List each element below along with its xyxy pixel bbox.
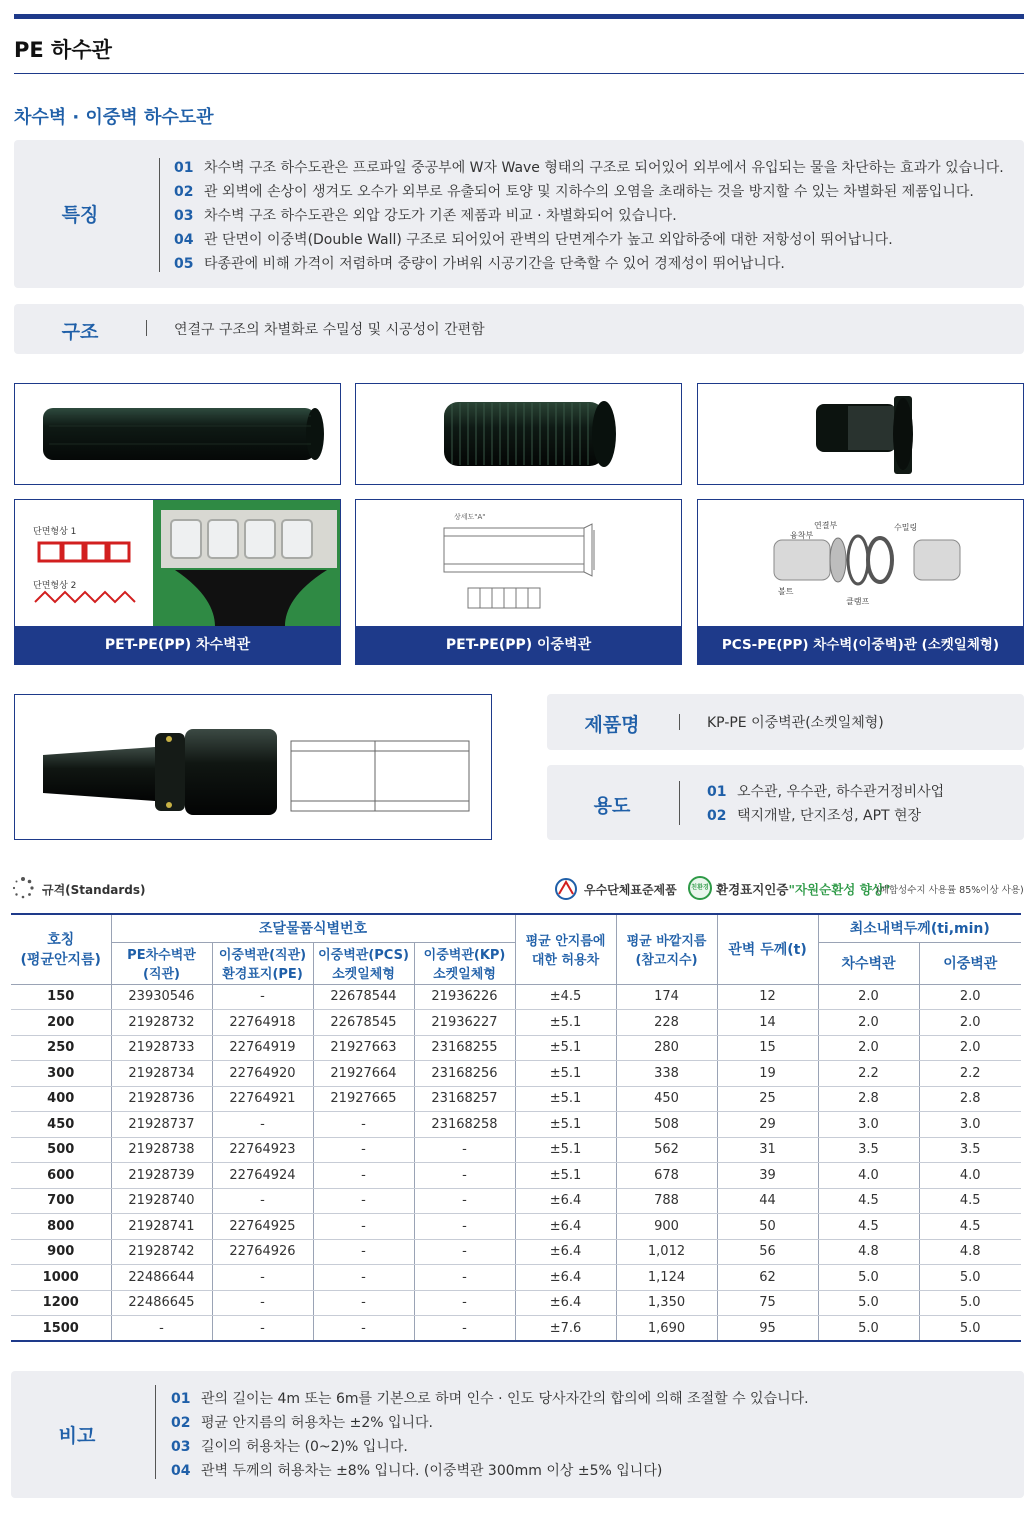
product-name-text: KP-PE 이중벽관(소켓일체형) bbox=[707, 715, 884, 731]
table-cell: 21928737 bbox=[111, 1112, 212, 1138]
table-cell: 2.0 bbox=[919, 984, 1021, 1010]
product-name-panel bbox=[547, 694, 1024, 750]
page-title: PE 하수관 bbox=[14, 38, 112, 62]
top-accent-bar bbox=[14, 14, 1024, 19]
table-cell: 2.0 bbox=[919, 1035, 1021, 1061]
table-row bbox=[11, 1214, 1021, 1240]
remarks-label: 비고 bbox=[58, 1425, 96, 1447]
table-row bbox=[11, 1112, 1021, 1138]
size-cell: 600 bbox=[11, 1163, 111, 1189]
size-cell: 250 bbox=[11, 1035, 111, 1061]
table-cell: 5.0 bbox=[919, 1265, 1021, 1291]
product-photo-2 bbox=[355, 383, 682, 485]
joint-label: 볼트 bbox=[778, 587, 794, 596]
table-cell: - bbox=[313, 1137, 414, 1163]
product-caption-1: PET-PE(PP) 차수벽관 bbox=[14, 626, 341, 665]
table-row bbox=[11, 1137, 1021, 1163]
table-cell: 2.8 bbox=[818, 1086, 919, 1112]
table-cell: 31 bbox=[717, 1137, 818, 1163]
product-photo-1 bbox=[14, 383, 341, 485]
usage-item: 02 택지개발, 단지조성, APT 현장 bbox=[707, 808, 922, 824]
structure-text: 연결구 구조의 차별화로 수밀성 및 시공성이 간편함 bbox=[174, 322, 485, 338]
feature-item: 02 관 외벽에 손상이 생겨도 오수가 외부로 유출되어 토양 및 지하수의 오염을 초래하는 것을 방지할 수 있는 차별화된 제품입니다. bbox=[174, 184, 974, 200]
structure-label: 구조 bbox=[61, 321, 99, 343]
cross-section-1-label: 단면형상 1 bbox=[33, 527, 77, 537]
product-photo-3 bbox=[697, 383, 1024, 485]
table-row bbox=[11, 1035, 1021, 1061]
table-cell: - bbox=[212, 984, 313, 1010]
size-cell: 150 bbox=[11, 984, 111, 1010]
product-caption-3: PCS-PE(PP) 차수벽(이중벽)관 (소켓일체형) bbox=[697, 626, 1024, 665]
table-cell: 678 bbox=[616, 1163, 717, 1189]
remark-item: 03 길이의 허용차는 (0~2)% 입니다. bbox=[171, 1439, 408, 1455]
remark-item: 01 관의 길이는 4m 또는 6m를 기본으로 하며 인수 · 인도 당사자간의 합의에 의해 조절할 수 있습니다. bbox=[171, 1391, 809, 1407]
table-cell: 2.0 bbox=[818, 1010, 919, 1036]
table-cell: - bbox=[212, 1290, 313, 1316]
remark-item: 04 관벽 두께의 허용차는 ±8% 입니다. (이중벽관 300mm 이상 ±5% 입니다) bbox=[171, 1463, 663, 1479]
table-cell: 5.0 bbox=[818, 1290, 919, 1316]
kp-pe-drawing bbox=[15, 695, 492, 840]
table-row bbox=[11, 1265, 1021, 1291]
table-cell: ±6.4 bbox=[515, 1290, 616, 1316]
joint-label: 연결부 bbox=[814, 521, 838, 530]
usage-panel bbox=[547, 765, 1024, 840]
size-cell: 800 bbox=[11, 1214, 111, 1240]
table-cell: 21928740 bbox=[111, 1188, 212, 1214]
table-cell: 23168255 bbox=[414, 1035, 515, 1061]
feature-item: 01 차수벽 구조 하수도관은 프로파일 중공부에 W자 Wave 형태의 구조로 되어있어 외부에서 유입되는 물을 차단하는 효과가 있습니다. bbox=[174, 160, 1004, 176]
table-cell: 3.0 bbox=[818, 1112, 919, 1138]
table-cell: ±5.1 bbox=[515, 1010, 616, 1036]
col-group-procurement-id: 조달물품식별번호 bbox=[111, 914, 515, 942]
table-cell: 21928741 bbox=[111, 1214, 212, 1240]
table-cell: 21927663 bbox=[313, 1035, 414, 1061]
table-cell: 23168257 bbox=[414, 1086, 515, 1112]
table-cell: 22764925 bbox=[212, 1214, 313, 1240]
table-cell: - bbox=[414, 1137, 515, 1163]
table-cell: 22764920 bbox=[212, 1061, 313, 1087]
table-cell: ±6.4 bbox=[515, 1214, 616, 1240]
section-title: 차수벽 · 이중벽 하수도관 bbox=[14, 107, 214, 128]
table-cell: 338 bbox=[616, 1061, 717, 1087]
table-cell: 3.5 bbox=[919, 1137, 1021, 1163]
table-cell: ±5.1 bbox=[515, 1137, 616, 1163]
remarks-divider bbox=[155, 1385, 156, 1479]
table-cell: 22486644 bbox=[111, 1265, 212, 1291]
col-min-watertight: 차수벽관 bbox=[818, 942, 919, 984]
table-cell: 508 bbox=[616, 1112, 717, 1138]
size-cell: 450 bbox=[11, 1112, 111, 1138]
table-cell: ±6.4 bbox=[515, 1188, 616, 1214]
table-cell: 62 bbox=[717, 1265, 818, 1291]
table-cell: 22678545 bbox=[313, 1010, 414, 1036]
feature-item: 04 관 단면이 이중벽(Double Wall) 구조로 되어있어 관벽의 단면계수가 높고 외압하중에 대한 저항성이 뛰어납니다. bbox=[174, 232, 893, 248]
table-cell: 562 bbox=[616, 1137, 717, 1163]
kp-pe-image bbox=[14, 694, 492, 840]
size-cell: 500 bbox=[11, 1137, 111, 1163]
table-cell: - bbox=[414, 1290, 515, 1316]
table-cell: 23168256 bbox=[414, 1061, 515, 1087]
table-cell: 4.5 bbox=[919, 1214, 1021, 1240]
table-cell: - bbox=[313, 1163, 414, 1189]
usage-divider bbox=[679, 781, 680, 825]
table-cell: 39 bbox=[717, 1163, 818, 1189]
table-cell: 22764924 bbox=[212, 1163, 313, 1189]
product-name-divider bbox=[679, 714, 680, 730]
table-cell: 22764919 bbox=[212, 1035, 313, 1061]
table-cell: 4.5 bbox=[919, 1188, 1021, 1214]
table-cell: ±4.5 bbox=[515, 984, 616, 1010]
eco-label-icon: 친환경 bbox=[688, 876, 712, 900]
cross-section-2-label: 단면형상 2 bbox=[33, 581, 77, 591]
table-cell: ±6.4 bbox=[515, 1239, 616, 1265]
size-cell: 1000 bbox=[11, 1265, 111, 1291]
table-cell: 56 bbox=[717, 1239, 818, 1265]
table-cell: - bbox=[414, 1265, 515, 1291]
table-row bbox=[11, 1316, 1021, 1342]
table-cell: 14 bbox=[717, 1010, 818, 1036]
size-cell: 200 bbox=[11, 1010, 111, 1036]
table-cell: 1,012 bbox=[616, 1239, 717, 1265]
table-cell: - bbox=[313, 1316, 414, 1342]
table-cell: 4.5 bbox=[818, 1188, 919, 1214]
table-cell: 2.0 bbox=[818, 1035, 919, 1061]
table-cell: 21928733 bbox=[111, 1035, 212, 1061]
table-cell: ±5.1 bbox=[515, 1163, 616, 1189]
table-cell: 23168258 bbox=[414, 1112, 515, 1138]
table-cell: 12 bbox=[717, 984, 818, 1010]
quality-mark-icon bbox=[553, 876, 579, 902]
size-cell: 300 bbox=[11, 1061, 111, 1087]
table-cell: - bbox=[212, 1188, 313, 1214]
table-cell: 50 bbox=[717, 1214, 818, 1240]
table-row bbox=[11, 1086, 1021, 1112]
table-cell: - bbox=[111, 1316, 212, 1342]
table-cell: 22678544 bbox=[313, 984, 414, 1010]
col-double-wall-kp: 이중벽관(KP) 소켓일체형 bbox=[414, 942, 515, 984]
structure-divider bbox=[146, 320, 147, 336]
table-cell: 2.2 bbox=[818, 1061, 919, 1087]
col-tolerance: 평균 안지름에 대한 허용차 bbox=[515, 914, 616, 984]
title-divider bbox=[14, 73, 1024, 74]
table-cell: 280 bbox=[616, 1035, 717, 1061]
table-cell: - bbox=[313, 1188, 414, 1214]
table-cell: 4.0 bbox=[818, 1163, 919, 1189]
feature-item: 05 타종관에 비해 가격이 저렴하며 중량이 가벼워 시공기간을 단축할 수 있어 경제성이 뛰어납니다. bbox=[174, 256, 785, 272]
table-cell: 5.0 bbox=[818, 1265, 919, 1291]
size-cell: 900 bbox=[11, 1239, 111, 1265]
table-cell: 22486645 bbox=[111, 1290, 212, 1316]
table-row bbox=[11, 1290, 1021, 1316]
table-cell: 4.8 bbox=[919, 1239, 1021, 1265]
table-cell: 95 bbox=[717, 1316, 818, 1342]
table-cell: 4.0 bbox=[919, 1163, 1021, 1189]
col-size: 호칭 (평균안지름) bbox=[11, 914, 111, 984]
table-cell: 25 bbox=[717, 1086, 818, 1112]
table-cell: 228 bbox=[616, 1010, 717, 1036]
size-cell: 400 bbox=[11, 1086, 111, 1112]
table-cell: 21928734 bbox=[111, 1061, 212, 1087]
group-standard-badge: 우수단체표준제품 bbox=[584, 883, 677, 897]
loading-dots-icon bbox=[12, 877, 34, 899]
joint-label: 융착부 bbox=[790, 531, 814, 540]
table-cell: ±5.1 bbox=[515, 1061, 616, 1087]
pipe-photo-2 bbox=[356, 384, 682, 485]
col-double-wall-pcs: 이중벽관(PCS) 소켓일체형 bbox=[313, 942, 414, 984]
table-cell: 2.0 bbox=[919, 1010, 1021, 1036]
pipe-photo-1 bbox=[15, 384, 341, 485]
col-min-double-wall: 이중벽관 bbox=[919, 942, 1021, 984]
product-caption-2: PET-PE(PP) 이중벽관 bbox=[355, 626, 682, 665]
table-cell: - bbox=[212, 1316, 313, 1342]
detail-a-label: 상세도"A" bbox=[454, 513, 486, 521]
col-wall-thickness: 관벽 두께(t) bbox=[717, 914, 818, 984]
table-cell: 3.5 bbox=[818, 1137, 919, 1163]
table-cell: 4.8 bbox=[818, 1239, 919, 1265]
table-cell: 900 bbox=[616, 1214, 717, 1240]
table-cell: 5.0 bbox=[919, 1290, 1021, 1316]
table-cell: ±7.6 bbox=[515, 1316, 616, 1342]
table-cell: 21928739 bbox=[111, 1163, 212, 1189]
structure-panel bbox=[14, 304, 1024, 354]
table-cell: 75 bbox=[717, 1290, 818, 1316]
table-cell: ±5.1 bbox=[515, 1112, 616, 1138]
table-cell: 5.0 bbox=[818, 1316, 919, 1342]
table-cell: 21936226 bbox=[414, 984, 515, 1010]
table-cell: ±5.1 bbox=[515, 1086, 616, 1112]
col-outer-diameter: 평균 바깥지름 (참고지수) bbox=[616, 914, 717, 984]
features-divider bbox=[159, 158, 160, 272]
eco-label-badge: 환경표지인증"자원순환성 향상" bbox=[716, 882, 891, 897]
table-cell: 21927665 bbox=[313, 1086, 414, 1112]
table-row bbox=[11, 1239, 1021, 1265]
col-group-min-inner-wall: 최소내벽두께(ti,min) bbox=[818, 914, 1021, 942]
table-cell: - bbox=[414, 1214, 515, 1240]
table-cell: 23930546 bbox=[111, 984, 212, 1010]
table-cell: - bbox=[313, 1290, 414, 1316]
table-cell: 5.0 bbox=[919, 1316, 1021, 1342]
table-cell: 21928742 bbox=[111, 1239, 212, 1265]
table-cell: 19 bbox=[717, 1061, 818, 1087]
table-cell: 1,124 bbox=[616, 1265, 717, 1291]
table-cell: 44 bbox=[717, 1188, 818, 1214]
table-cell: 22764923 bbox=[212, 1137, 313, 1163]
eco-label-note: (폐합성수지 사용률 85%이상 사용) bbox=[876, 885, 1024, 896]
table-cell: 22764921 bbox=[212, 1086, 313, 1112]
table-cell: ±6.4 bbox=[515, 1265, 616, 1291]
table-cell: 1,350 bbox=[616, 1290, 717, 1316]
table-cell: 1,690 bbox=[616, 1316, 717, 1342]
table-cell: ±5.1 bbox=[515, 1035, 616, 1061]
size-cell: 1500 bbox=[11, 1316, 111, 1342]
table-cell: 788 bbox=[616, 1188, 717, 1214]
size-cell: 1200 bbox=[11, 1290, 111, 1316]
table-cell: 22764918 bbox=[212, 1010, 313, 1036]
table-cell: 4.5 bbox=[818, 1214, 919, 1240]
col-pe-watertight: PE차수벽관 (직관) bbox=[111, 942, 212, 984]
table-cell: 21928736 bbox=[111, 1086, 212, 1112]
col-double-wall-straight: 이중벽관(직관) 환경표지(PE) bbox=[212, 942, 313, 984]
table-cell: 21928732 bbox=[111, 1010, 212, 1036]
standards-label: 규격(Standards) bbox=[42, 883, 146, 897]
table-cell: - bbox=[212, 1112, 313, 1138]
table-cell: 450 bbox=[616, 1086, 717, 1112]
table-cell: 2.8 bbox=[919, 1086, 1021, 1112]
table-cell: 2.0 bbox=[818, 984, 919, 1010]
table-cell: 3.0 bbox=[919, 1112, 1021, 1138]
features-panel bbox=[14, 140, 1024, 288]
table-cell: - bbox=[414, 1316, 515, 1342]
table-row bbox=[11, 1163, 1021, 1189]
table-row bbox=[11, 1010, 1021, 1036]
table-cell: - bbox=[414, 1163, 515, 1189]
pipe-photo-3 bbox=[698, 384, 1024, 485]
table-cell: - bbox=[414, 1188, 515, 1214]
table-cell: 15 bbox=[717, 1035, 818, 1061]
table-row bbox=[11, 984, 1021, 1010]
table-cell: 22764926 bbox=[212, 1239, 313, 1265]
table-row bbox=[11, 1188, 1021, 1214]
joint-label: 클램프 bbox=[846, 597, 870, 606]
size-cell: 700 bbox=[11, 1188, 111, 1214]
eco-label-highlight: "자원순환성 향상" bbox=[788, 882, 891, 897]
table-cell: - bbox=[414, 1239, 515, 1265]
table-cell: 21936227 bbox=[414, 1010, 515, 1036]
features-label: 특징 bbox=[61, 204, 99, 226]
standards-table bbox=[11, 913, 1021, 1342]
joint-label: 수밀링 bbox=[894, 523, 918, 532]
table-row bbox=[11, 1061, 1021, 1087]
table-cell: 21928738 bbox=[111, 1137, 212, 1163]
product-name-label: 제품명 bbox=[584, 714, 640, 736]
table-cell: 21927664 bbox=[313, 1061, 414, 1087]
table-cell: - bbox=[212, 1265, 313, 1291]
table-cell: - bbox=[313, 1265, 414, 1291]
table-cell: - bbox=[313, 1239, 414, 1265]
table-cell: - bbox=[313, 1214, 414, 1240]
remark-item: 02 평균 안지름의 허용차는 ±2% 입니다. bbox=[171, 1415, 434, 1431]
table-cell: - bbox=[313, 1112, 414, 1138]
remarks-panel bbox=[11, 1371, 1024, 1498]
table-cell: 29 bbox=[717, 1112, 818, 1138]
feature-item: 03 차수벽 구조 하수도관은 외압 강도가 기존 제품과 비교 · 차별화되어 있습니다. bbox=[174, 208, 677, 224]
usage-item: 01 오수관, 우수관, 하수관거정비사업 bbox=[707, 784, 945, 800]
usage-label: 용도 bbox=[593, 795, 631, 817]
table-cell: 174 bbox=[616, 984, 717, 1010]
table-cell: 2.2 bbox=[919, 1061, 1021, 1087]
